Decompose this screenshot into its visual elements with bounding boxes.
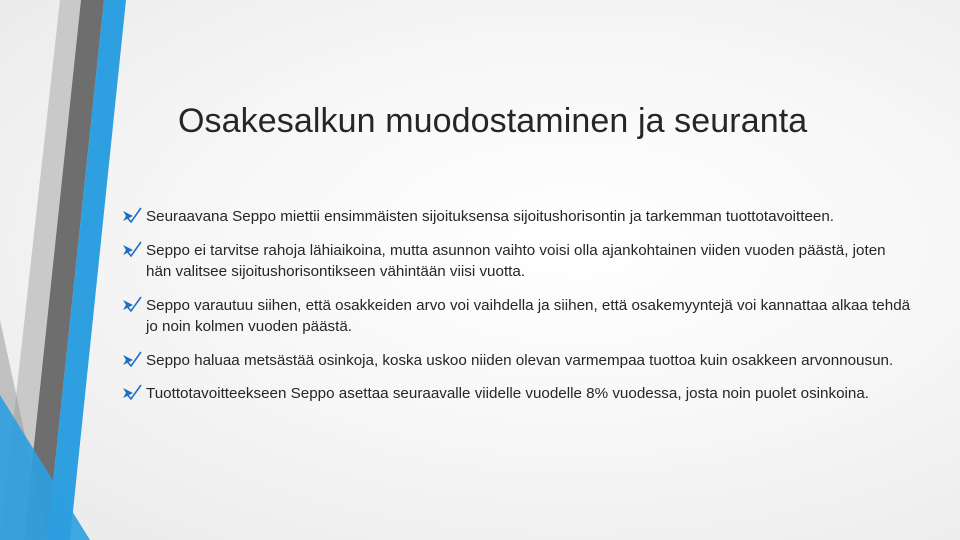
- bullet-item: [122, 350, 912, 372]
- bullet-item: [122, 240, 912, 283]
- bullet-text: Seuraavana Seppo miettii ensimmäisten sijoituksensa sijoitushorisontin ja tarkemman tuottotavoitteen.: [146, 208, 835, 225]
- bullet-text: Tuottotavoitteekseen Seppo asettaa seuraavalle viidelle vuodelle 8% vuodessa, josta noin puolet osinkoina.: [146, 385, 870, 402]
- bullet-text: Seppo ei tarvitse rahoja lähiaikoina, mutta asunnon vaihto voisi olla ajankohtainen viiden vuoden päästä, joten hän valitsee sijoitushorisontikseen vähintään viisi vuotta.: [146, 241, 886, 280]
- arrowhead-checkmark-icon: [122, 351, 142, 369]
- bullet-item: [122, 295, 912, 338]
- bullet-item: [122, 383, 912, 405]
- arrowhead-checkmark-icon: [122, 241, 142, 259]
- arrowhead-checkmark-icon: [122, 384, 142, 402]
- bullet-item: [122, 206, 912, 228]
- bullet-text: Seppo varautuu siihen, että osakkeiden arvo voi vaihdella ja siihen, että osakemyyntejä voi kannattaa alkaa tehdä jo noin kolmen vuoden päästä.: [146, 296, 911, 335]
- arrowhead-checkmark-icon: [122, 207, 142, 225]
- bullet-text: Seppo haluaa metsästää osinkoja, koska uskoo niiden olevan varmempaa tuottoa kuin osakkeen arvonnousun.: [146, 351, 894, 369]
- bullet-list: [122, 206, 912, 417]
- arrowhead-checkmark-icon: [122, 296, 142, 314]
- slide-title: Osakesalkun muodostaminen ja seuranta: [178, 102, 808, 140]
